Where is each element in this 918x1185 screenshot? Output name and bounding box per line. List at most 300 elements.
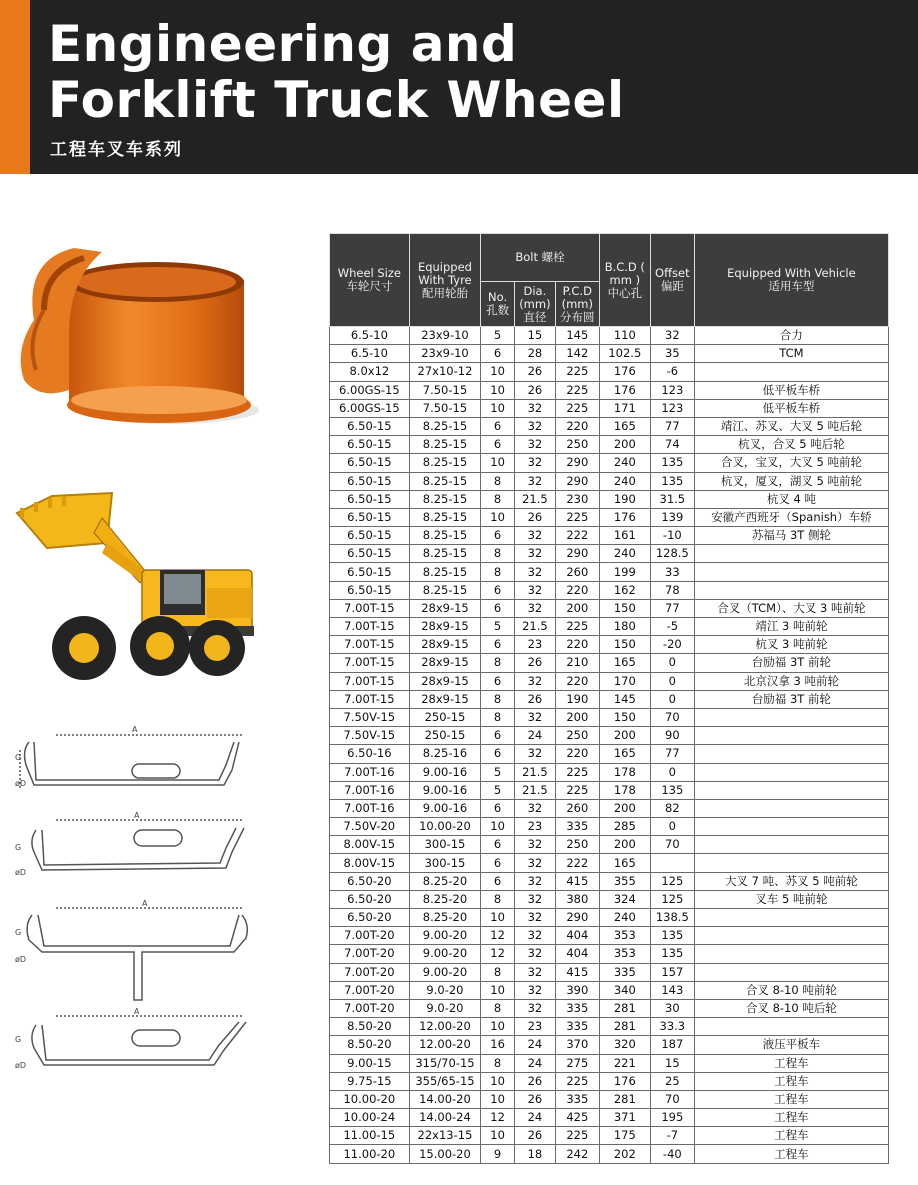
cell-wheel-size: 7.00T-20 [330,981,410,999]
cell-bolt-no: 8 [481,563,515,581]
cell-vehicle: 合叉，宝叉，大叉 5 吨前轮 [694,454,888,472]
cell-vehicle: 杭叉 4 吨 [694,490,888,508]
cell-bcd: 150 [599,708,650,726]
cell-offset: 135 [650,781,694,799]
cell-vehicle [694,854,888,872]
cell-bolt-dia: 32 [514,436,555,454]
cell-bcd: 240 [599,454,650,472]
cell-pcd: 390 [555,981,599,999]
table-row [330,454,889,472]
cell-pcd: 142 [555,345,599,363]
cell-tyre: 8.25-15 [409,454,481,472]
cell-pcd: 225 [555,618,599,636]
header-bcd: B.C.D ( mm ) 中心孔 [599,234,650,327]
table-row [330,981,889,999]
cell-pcd: 225 [555,781,599,799]
cell-vehicle: 工程车 [694,1109,888,1127]
cell-bolt-dia: 32 [514,799,555,817]
cell-offset: 139 [650,508,694,526]
cell-offset: 33 [650,563,694,581]
cell-pcd: 200 [555,599,599,617]
cell-bcd: 178 [599,781,650,799]
table-row [330,654,889,672]
cell-bcd: 190 [599,490,650,508]
cell-offset: 125 [650,872,694,890]
cell-pcd: 220 [555,745,599,763]
table-row [330,836,889,854]
cell-vehicle [694,781,888,799]
table-row [330,417,889,435]
cell-pcd: 260 [555,799,599,817]
cell-wheel-size: 6.50-15 [330,563,410,581]
cell-wheel-size: 7.50V-20 [330,818,410,836]
cell-offset: 35 [650,345,694,363]
cell-bolt-dia: 21.5 [514,490,555,508]
cell-tyre: 12.00-20 [409,1036,481,1054]
table-row [330,1127,889,1145]
cell-pcd: 404 [555,927,599,945]
cell-vehicle [694,799,888,817]
cell-bolt-dia: 32 [514,545,555,563]
cell-tyre: 8.25-20 [409,872,481,890]
cell-bolt-no: 8 [481,1054,515,1072]
cell-wheel-size: 7.00T-20 [330,927,410,945]
cell-bolt-dia: 32 [514,454,555,472]
cell-pcd: 335 [555,1018,599,1036]
dimension-a-label-4: A [134,1007,140,1016]
header-bolt: Bolt 螺栓 [481,234,600,282]
cell-tyre: 27x10-12 [409,363,481,381]
cell-wheel-size: 7.00T-15 [330,654,410,672]
cell-bolt-no: 12 [481,945,515,963]
cell-bolt-no: 16 [481,1036,515,1054]
title-line-2: Forklift Truck Wheel [48,71,625,129]
cell-wheel-size: 6.50-15 [330,436,410,454]
cell-vehicle [694,708,888,726]
cell-bolt-dia: 32 [514,745,555,763]
cell-bcd: 281 [599,1018,650,1036]
header-equipped-tyre: Equipped With Tyre 配用轮胎 [409,234,481,327]
cell-bolt-no: 9 [481,1145,515,1163]
dimension-a-label-2: A [134,811,140,820]
cell-tyre: 23x9-10 [409,345,481,363]
header-bolt-no: No. 孔数 [481,282,515,327]
cell-wheel-size: 9.75-15 [330,1072,410,1090]
cell-bcd: 176 [599,363,650,381]
cell-bcd: 175 [599,1127,650,1145]
table-row [330,854,889,872]
cell-bolt-dia: 26 [514,363,555,381]
cell-bolt-dia: 32 [514,890,555,908]
cell-bcd: 102.5 [599,345,650,363]
cell-wheel-size: 7.00T-15 [330,672,410,690]
cell-bolt-dia: 32 [514,399,555,417]
cell-bolt-no: 8 [481,545,515,563]
table-row [330,636,889,654]
cell-offset: 0 [650,672,694,690]
dimension-d-label-4: øD [15,1061,27,1070]
cell-wheel-size: 7.00T-15 [330,690,410,708]
table-row [330,799,889,817]
cell-offset: 32 [650,327,694,345]
cell-offset: 77 [650,745,694,763]
table-row [330,745,889,763]
cell-wheel-size: 6.50-15 [330,527,410,545]
cell-pcd: 225 [555,363,599,381]
cell-bcd: 200 [599,836,650,854]
table-row [330,1036,889,1054]
cell-offset: 77 [650,599,694,617]
cell-vehicle: 液压平板车 [694,1036,888,1054]
cell-offset: 157 [650,963,694,981]
cell-bcd: 165 [599,854,650,872]
cell-pcd: 225 [555,381,599,399]
cell-bcd: 180 [599,618,650,636]
cell-pcd: 225 [555,399,599,417]
cell-wheel-size: 6.50-20 [330,909,410,927]
cell-offset: 33.3 [650,1018,694,1036]
cell-vehicle [694,745,888,763]
cell-tyre: 9.00-20 [409,927,481,945]
cell-tyre: 300-15 [409,836,481,854]
cell-bcd: 340 [599,981,650,999]
cell-wheel-size: 8.0x12 [330,363,410,381]
cell-tyre: 7.50-15 [409,399,481,417]
cell-wheel-size: 6.5-10 [330,327,410,345]
table-row [330,618,889,636]
cell-bolt-dia: 32 [514,999,555,1017]
cell-tyre: 9.0-20 [409,981,481,999]
cell-offset: -6 [650,363,694,381]
cell-vehicle [694,727,888,745]
cell-pcd: 222 [555,527,599,545]
cell-bcd: 355 [599,872,650,890]
cell-bolt-dia: 26 [514,381,555,399]
cell-vehicle: 杭叉，合叉 5 吨后轮 [694,436,888,454]
cell-vehicle [694,545,888,563]
cell-wheel-size: 11.00-15 [330,1127,410,1145]
cell-pcd: 380 [555,890,599,908]
cell-bcd: 324 [599,890,650,908]
cell-bcd: 320 [599,1036,650,1054]
table-row [330,581,889,599]
cell-tyre: 28x9-15 [409,636,481,654]
cell-bolt-no: 6 [481,636,515,654]
cell-offset: 135 [650,472,694,490]
cell-pcd: 415 [555,963,599,981]
cell-vehicle: 杭叉，厦叉，湖叉 5 吨前轮 [694,472,888,490]
cell-pcd: 210 [555,654,599,672]
cell-tyre: 8.25-15 [409,581,481,599]
table-row [330,490,889,508]
cell-bolt-no: 6 [481,599,515,617]
cell-pcd: 260 [555,563,599,581]
header-bolt-pcd: P.C.D (mm) 分布圆 [555,282,599,327]
cell-bolt-dia: 32 [514,599,555,617]
table-row [330,1145,889,1163]
table-row [330,727,889,745]
cell-bcd: 165 [599,417,650,435]
cell-bolt-no: 10 [481,1018,515,1036]
cell-wheel-size: 6.00GS-15 [330,399,410,417]
cell-wheel-size: 6.50-20 [330,872,410,890]
cell-tyre: 28x9-15 [409,654,481,672]
cell-vehicle [694,581,888,599]
title-line-1: Engineering and [48,15,518,73]
cell-tyre: 250-15 [409,727,481,745]
cell-bcd: 200 [599,727,650,745]
table-row [330,672,889,690]
table-row [330,399,889,417]
cell-wheel-size: 8.00V-15 [330,836,410,854]
cell-pcd: 200 [555,708,599,726]
cell-offset: 78 [650,581,694,599]
cell-bolt-dia: 28 [514,345,555,363]
cell-tyre: 250-15 [409,708,481,726]
cell-bolt-dia: 24 [514,1036,555,1054]
cell-tyre: 8.25-15 [409,508,481,526]
cell-pcd: 222 [555,854,599,872]
cell-vehicle [694,563,888,581]
cell-offset: -20 [650,636,694,654]
cell-vehicle [694,963,888,981]
cell-bolt-dia: 26 [514,654,555,672]
wheel-loader-image [12,488,257,683]
cell-bolt-dia: 32 [514,472,555,490]
cell-bolt-dia: 32 [514,417,555,435]
cell-pcd: 225 [555,1072,599,1090]
cell-bolt-no: 10 [481,818,515,836]
cell-wheel-size: 7.00T-20 [330,945,410,963]
header-wheel-size: Wheel Size 车轮尺寸 [330,234,410,327]
header-band [0,0,918,174]
cell-wheel-size: 10.00-24 [330,1109,410,1127]
cell-wheel-size: 6.50-15 [330,581,410,599]
table-row [330,909,889,927]
cell-bolt-dia: 26 [514,1090,555,1108]
cell-offset: 123 [650,399,694,417]
cell-bolt-dia: 32 [514,909,555,927]
cell-tyre: 8.25-20 [409,909,481,927]
cell-wheel-size: 6.50-15 [330,454,410,472]
orange-rim-image [14,240,274,430]
cell-wheel-size: 7.00T-16 [330,781,410,799]
cell-offset: 138.5 [650,909,694,927]
cell-tyre: 23x9-10 [409,327,481,345]
cell-bolt-dia: 24 [514,1054,555,1072]
table-row [330,472,889,490]
cell-vehicle: 安徽产西班牙（Spanish）车轿 [694,508,888,526]
cell-bcd: 145 [599,690,650,708]
cell-bcd: 202 [599,1145,650,1163]
cell-wheel-size: 6.50-15 [330,545,410,563]
cell-bolt-no: 5 [481,327,515,345]
cell-tyre: 8.25-20 [409,890,481,908]
cell-offset: 135 [650,945,694,963]
cell-bolt-no: 6 [481,417,515,435]
table-row [330,508,889,526]
cell-bolt-no: 6 [481,854,515,872]
cell-offset: 187 [650,1036,694,1054]
table-row [330,1018,889,1036]
cell-vehicle: 合力 [694,327,888,345]
cell-tyre: 8.25-15 [409,417,481,435]
cell-bolt-dia: 15 [514,327,555,345]
cell-pcd: 290 [555,472,599,490]
table-row [330,763,889,781]
cell-bcd: 200 [599,436,650,454]
cell-tyre: 8.25-15 [409,527,481,545]
cell-wheel-size: 7.00T-20 [330,963,410,981]
header-offset: Offset 偏距 [650,234,694,327]
cell-bcd: 150 [599,636,650,654]
cell-offset: 70 [650,836,694,854]
cell-bcd: 281 [599,1090,650,1108]
cell-wheel-size: 8.50-20 [330,1018,410,1036]
cell-bolt-no: 8 [481,963,515,981]
cell-pcd: 275 [555,1054,599,1072]
cell-bolt-dia: 26 [514,508,555,526]
cell-bolt-no: 6 [481,527,515,545]
cell-bolt-dia: 26 [514,690,555,708]
cell-offset: 123 [650,381,694,399]
cell-tyre: 15.00-20 [409,1145,481,1163]
cell-wheel-size: 6.50-15 [330,508,410,526]
cell-vehicle: 低平板车桥 [694,399,888,417]
cell-offset: 15 [650,1054,694,1072]
cell-tyre: 355/65-15 [409,1072,481,1090]
cell-offset: -7 [650,1127,694,1145]
cell-bcd: 165 [599,745,650,763]
cell-bolt-dia: 32 [514,945,555,963]
cell-tyre: 315/70-15 [409,1054,481,1072]
dimension-g-label-2: G [15,843,22,852]
cell-pcd: 145 [555,327,599,345]
cell-vehicle: 北京汉拿 3 吨前轮 [694,672,888,690]
cell-tyre: 9.00-16 [409,763,481,781]
cell-bolt-dia: 24 [514,1109,555,1127]
cell-offset: 90 [650,727,694,745]
cell-wheel-size: 6.50-20 [330,890,410,908]
cell-vehicle [694,818,888,836]
cell-wheel-size: 9.00-15 [330,1054,410,1072]
cell-bcd: 150 [599,599,650,617]
dimension-g-label-1: G [15,753,22,762]
cell-tyre: 9.0-20 [409,999,481,1017]
cell-tyre: 8.25-15 [409,545,481,563]
cell-bcd: 110 [599,327,650,345]
table-row [330,527,889,545]
cell-pcd: 250 [555,727,599,745]
cell-wheel-size: 6.50-15 [330,490,410,508]
cell-bolt-no: 6 [481,345,515,363]
cell-tyre: 12.00-20 [409,1018,481,1036]
cell-bolt-dia: 32 [514,981,555,999]
cell-tyre: 8.25-15 [409,436,481,454]
page-title [48,16,625,128]
cell-bcd: 240 [599,472,650,490]
cell-wheel-size: 7.00T-16 [330,799,410,817]
cell-pcd: 250 [555,836,599,854]
cell-offset: -40 [650,1145,694,1163]
cell-pcd: 290 [555,454,599,472]
dimension-d-label-1: øD [15,779,27,788]
table-row [330,381,889,399]
dimension-a-label-3: A [142,899,148,908]
cell-pcd: 335 [555,1090,599,1108]
cell-vehicle [694,836,888,854]
cell-tyre: 14.00-20 [409,1090,481,1108]
cell-offset: 0 [650,763,694,781]
cell-offset: 70 [650,1090,694,1108]
cell-bolt-dia: 32 [514,872,555,890]
cell-tyre: 9.00-16 [409,799,481,817]
cell-vehicle: 杭叉 3 吨前轮 [694,636,888,654]
cell-offset [650,854,694,872]
cell-wheel-size: 8.50-20 [330,1036,410,1054]
dimension-g-label-4: G [15,1035,22,1044]
cell-bolt-no: 10 [481,1090,515,1108]
cell-offset: 143 [650,981,694,999]
table-row [330,545,889,563]
cell-offset: 30 [650,999,694,1017]
table-row [330,927,889,945]
cell-bcd: 285 [599,818,650,836]
cell-offset: 135 [650,454,694,472]
cell-offset: 0 [650,654,694,672]
table-row [330,890,889,908]
cell-pcd: 290 [555,909,599,927]
table-row [330,781,889,799]
cell-bolt-no: 5 [481,781,515,799]
cell-pcd: 220 [555,672,599,690]
cell-bolt-no: 6 [481,799,515,817]
cell-offset: 0 [650,690,694,708]
cell-vehicle: 合叉 8-10 吨前轮 [694,981,888,999]
cell-vehicle [694,363,888,381]
cell-tyre: 28x9-15 [409,599,481,617]
cell-wheel-size: 6.5-10 [330,345,410,363]
table-row [330,1054,889,1072]
cell-vehicle: 低平板车桥 [694,381,888,399]
cell-tyre: 9.00-20 [409,963,481,981]
cell-pcd: 225 [555,508,599,526]
cell-pcd: 250 [555,436,599,454]
cell-wheel-size: 6.50-16 [330,745,410,763]
cell-vehicle [694,927,888,945]
cell-tyre: 22x13-15 [409,1127,481,1145]
cell-bcd: 200 [599,799,650,817]
cell-offset: 125 [650,890,694,908]
cell-bcd: 371 [599,1109,650,1127]
header-bolt-dia: Dia. (mm) 直径 [514,282,555,327]
table-row [330,1090,889,1108]
cell-bolt-dia: 24 [514,727,555,745]
cell-vehicle: 苏福马 3T 侧轮 [694,527,888,545]
cell-bcd: 161 [599,527,650,545]
table-row [330,818,889,836]
page-subtitle: 工程车叉车系列 [50,140,183,160]
cell-pcd: 370 [555,1036,599,1054]
cell-vehicle: 工程车 [694,1090,888,1108]
table-row [330,1072,889,1090]
cell-pcd: 404 [555,945,599,963]
cell-bcd: 178 [599,763,650,781]
cell-bcd: 176 [599,1072,650,1090]
cell-tyre: 8.25-16 [409,745,481,763]
cell-bolt-dia: 21.5 [514,781,555,799]
cell-vehicle: 台励福 3T 前轮 [694,654,888,672]
